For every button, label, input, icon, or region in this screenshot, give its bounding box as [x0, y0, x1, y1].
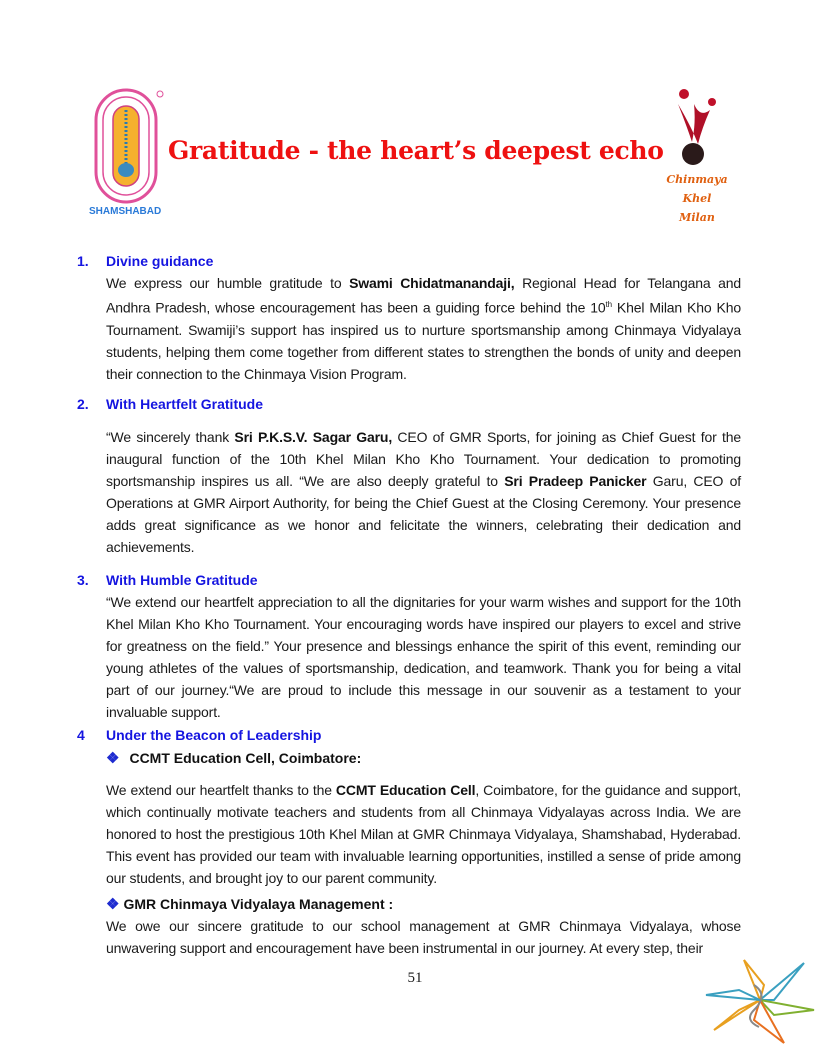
section-paragraph: [106, 779, 741, 889]
section-paragraph: [106, 426, 741, 558]
section-number: 4: [77, 727, 85, 743]
text: We owe our sincere gratitude to our school management at GMR Chinmaya Vidyalaya, whose unwavering support and encouragement have been instrumental in our journey. At every step, their: [106, 918, 741, 956]
chinmaya-vidyalaya-logo: [86, 84, 172, 220]
bold-name: Sri Pradeep Panicker: [504, 473, 647, 489]
section-paragraph: [106, 272, 741, 385]
superscript: th: [605, 300, 612, 309]
text: “We extend our heartfelt appreciation to all the dignitaries for your warm wishes and support for the 10th Khel Milan Kho Kho Tournament. Your encouraging words have inspired our players to excel and strive for greatness on the field.” Your presence and blessings enhance the spirit of this event, reminding our young athletes of the values of sportsmanship, dedication, and teamwork. Thank you for being a vital part of our journey.“We are proud to include this message in our souvenir as a testament to your invaluable support.: [106, 594, 741, 720]
subheading: [106, 895, 393, 913]
page-number: 51: [407, 970, 423, 986]
athlete-figure-icon: [656, 84, 738, 168]
text: Regional Head for Telangana and Andhra Pradesh, whose encouragement has been a guiding force behind the 10: [106, 275, 742, 316]
section-number: 3.: [77, 572, 89, 588]
text: Garu, CEO of Operations at GMR Airport Authority, for being the Chief Guest at the Closing Ceremony. Your presence adds great significance as we honor and felicitate the winners, celebrating their dedication and achievements.: [106, 473, 741, 555]
text: We extend our heartfelt thanks to the: [106, 782, 336, 798]
text: “We sincerely thank: [106, 429, 235, 445]
lotus-om-icon: [704, 955, 816, 1045]
diamond-cluster-icon: ❖: [106, 750, 120, 767]
subheading: [106, 749, 361, 767]
section-heading: Under the Beacon of Leadership: [106, 727, 322, 743]
section-paragraph: [106, 915, 741, 959]
section-heading: With Heartfelt Gratitude: [106, 396, 263, 412]
page-title: Gratitude - the heart’s deepest echo: [168, 136, 664, 165]
text: CEO of GMR Sports, for joining as Chief Guest for the inaugural function of the 10th Khel Milan Kho Kho Tournament. Your dedication to promoting sportsmanship inspires us all. “We are also deeply grateful to: [106, 429, 741, 489]
bold-name: Sri P.K.S.V. Sagar Garu,: [234, 429, 393, 445]
section-heading: With Humble Gratitude: [106, 572, 258, 588]
logo-caption: SHAMSHABAD: [89, 206, 162, 217]
section-number: 1.: [77, 253, 89, 269]
logo-line-1: Chinmaya: [666, 173, 728, 186]
logo-line-2: Khel Milan: [679, 192, 715, 224]
text: Khel Milan Kho Kho Tournament. Swamiji’s support has inspired us to nurture sportsmanship among Chinmaya Vidyalaya students, helping them come together from different states to strengthen the bonds of unity and deepen their connection to the Chinmaya Vision Program.: [106, 299, 741, 382]
text: , Coimbatore, for the guidance and support, which continually motivate teachers and students from all Chinmaya Vidyalayas across India. We are honored to host the prestigious 10th Khel Milan at GMR Chinmaya Vidyalaya, Shamshabad, Hyderabad. This event has provided our team with invaluable learning opportunities, instilled a sense of pride among our students, and brought joy to our parent community.: [106, 782, 741, 886]
school-emblem-icon: [86, 84, 172, 208]
text: We express our humble gratitude to: [106, 275, 350, 291]
bold-name: CCMT Education Cell: [335, 782, 476, 798]
khel-milan-logo: [656, 84, 738, 224]
diamond-cluster-icon: ❖: [106, 896, 120, 913]
section-paragraph: [106, 591, 741, 723]
section-number: 2.: [77, 396, 89, 412]
subheading-text: GMR Chinmaya Vidyalaya Management :: [123, 896, 394, 912]
bold-name: Swami Chidatmanandaji,: [349, 275, 515, 291]
subheading-text: CCMT Education Cell, Coimbatore:: [129, 750, 362, 766]
section-heading: Divine guidance: [106, 253, 214, 269]
